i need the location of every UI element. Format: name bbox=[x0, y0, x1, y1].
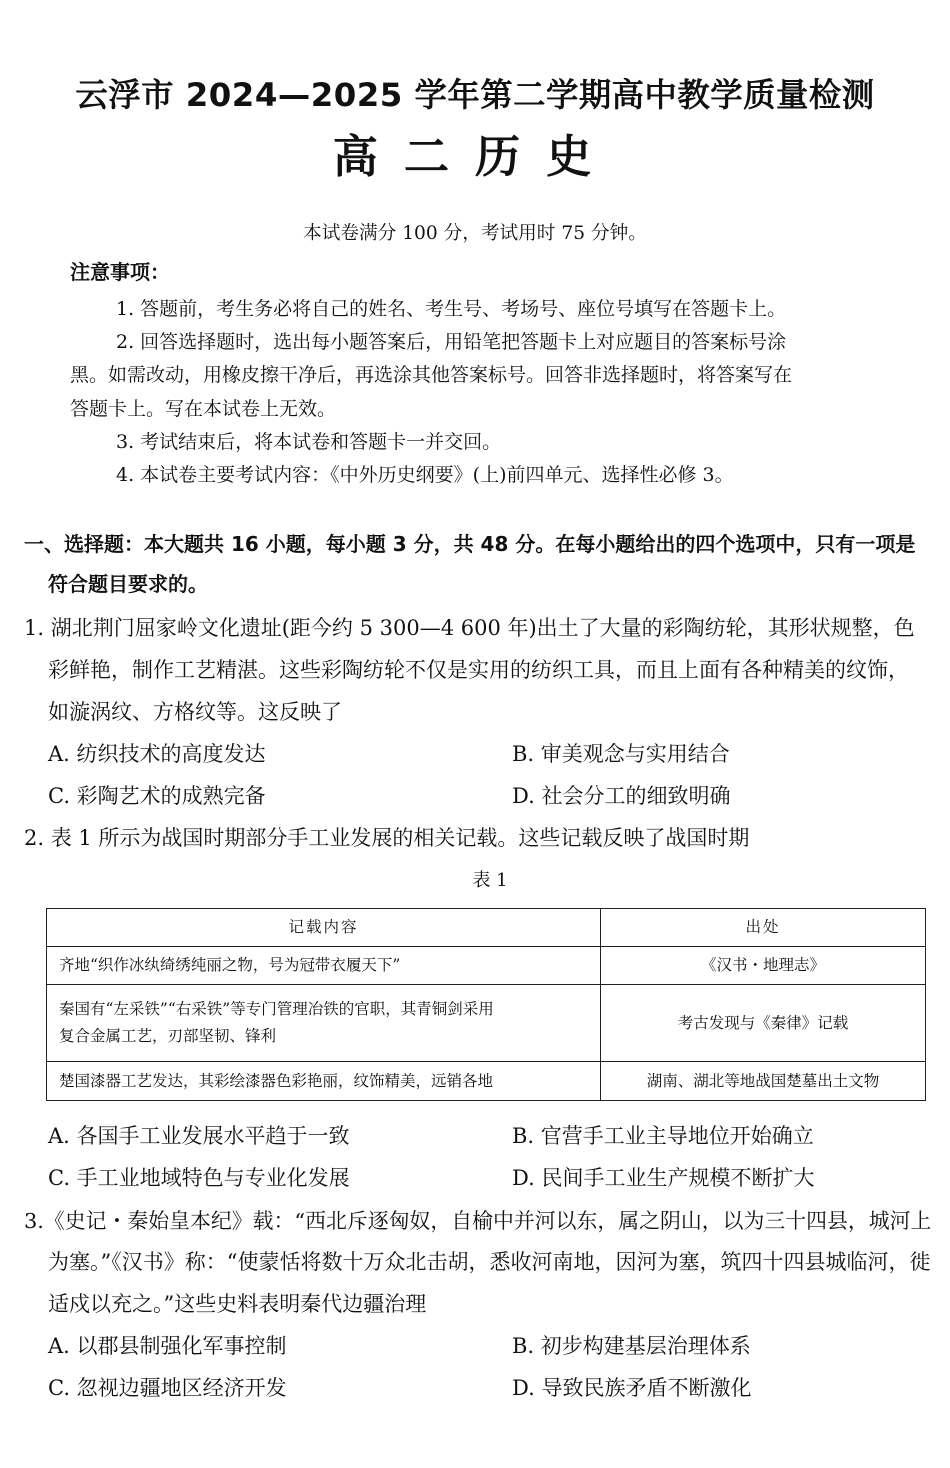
table-header-content: 记载内容 bbox=[47, 909, 601, 947]
table-caption: 表 1 bbox=[472, 870, 508, 891]
question-3-option-c[interactable]: C. 忽视边疆地区经济开发 bbox=[48, 1376, 287, 1400]
question-1-text: 1. 湖北荆门屈家岭文化遗址(距今约 5 300—4 600 年)出土了大量的彩陶纺轮，其形状规整，色 bbox=[24, 616, 915, 640]
table-row bbox=[47, 985, 926, 1062]
question-1-option-d[interactable]: D. 社会分工的细致明确 bbox=[512, 784, 731, 808]
question-3-option-d[interactable]: D. 导致民族矛盾不断激化 bbox=[512, 1376, 752, 1400]
notice-line: 黑。如需改动，用橡皮擦干净后，再选涂其他答案标号。回答非选择题时，将答案写在 bbox=[70, 364, 793, 386]
exam-info: 本试卷满分 100 分，考试用时 75 分钟。 bbox=[303, 223, 647, 244]
notice-line: 3. 考试结束后，将本试卷和答题卡一并交回。 bbox=[116, 431, 502, 453]
table-cell-content: 齐地“织作冰纨绮绣纯丽之物，号为冠带衣履天下” bbox=[47, 947, 601, 985]
section-heading: 一、选择题：本大题共 16 小题，每小题 3 分，共 48 分。在每小题给出的四个选项中，只有一项是 bbox=[24, 532, 916, 556]
section-heading-cont: 符合题目要求的。 bbox=[48, 572, 208, 596]
question-3-text: 3.《史记・秦始皇本纪》载：“西北斥逐匈奴，自榆中并河以东，属之阴山，以为三十四县，城河上 bbox=[24, 1209, 932, 1233]
table-cell-line: 复合金属工艺，刃部坚韧、锋利 bbox=[59, 1027, 277, 1045]
table-cell-content bbox=[47, 985, 601, 1062]
question-1-option-a[interactable]: A. 纺织技术的高度发达 bbox=[48, 742, 266, 766]
question-1-text: 如漩涡纹、方格纹等。这反映了 bbox=[48, 700, 342, 724]
table-1 bbox=[46, 908, 926, 1101]
question-3-text: 适戍以充之。”这些史料表明秦代边疆治理 bbox=[48, 1292, 427, 1316]
question-2-option-c[interactable]: C. 手工业地域特色与专业化发展 bbox=[48, 1166, 350, 1190]
table-cell-source: 湖南、湖北等地战国楚墓出土文物 bbox=[601, 1062, 926, 1101]
question-2-option-d[interactable]: D. 民间手工业生产规模不断扩大 bbox=[512, 1166, 815, 1190]
table-header-source: 出处 bbox=[601, 909, 926, 947]
notice-heading: 注意事项： bbox=[70, 260, 170, 284]
table-header-row bbox=[47, 909, 926, 947]
table-cell-line: 秦国有“左采铁”“右采铁”等专门管理冶铁的官职，其青铜剑采用 bbox=[59, 1000, 494, 1018]
exam-title: 云浮市 2024—2025 学年第二学期高中教学质量检测 bbox=[75, 76, 875, 114]
notice-line: 1. 答题前，考生务必将自己的姓名、考生号、考场号、座位号填写在答题卡上。 bbox=[116, 298, 787, 320]
question-1-text: 彩鲜艳，制作工艺精湛。这些彩陶纺轮不仅是实用的纺织工具，而且上面有各种精美的纹饰， bbox=[48, 658, 909, 682]
table-row bbox=[47, 947, 926, 985]
question-2-text: 2. 表 1 所示为战国时期部分手工业发展的相关记载。这些记载反映了战国时期 bbox=[24, 826, 750, 850]
table-cell-source: 《汉书・地理志》 bbox=[601, 947, 926, 985]
subject-title: 高二历史 bbox=[332, 130, 618, 183]
question-3-option-a[interactable]: A. 以郡县制强化军事控制 bbox=[48, 1334, 287, 1358]
question-1-option-c[interactable]: C. 彩陶艺术的成熟完备 bbox=[48, 784, 266, 808]
question-2-option-b[interactable]: B. 官营手工业主导地位开始确立 bbox=[512, 1124, 814, 1148]
question-1-option-b[interactable]: B. 审美观念与实用结合 bbox=[512, 742, 730, 766]
notice-line: 答题卡上。写在本试卷上无效。 bbox=[70, 398, 337, 420]
notice-line: 4. 本试卷主要考试内容：《中外历史纲要》(上)前四单元、选择性必修 3。 bbox=[116, 464, 734, 486]
table-cell-content: 楚国漆器工艺发达，其彩绘漆器色彩艳丽，纹饰精美，远销各地 bbox=[47, 1062, 601, 1101]
question-3-option-b[interactable]: B. 初步构建基层治理体系 bbox=[512, 1334, 751, 1358]
table-row bbox=[47, 1062, 926, 1101]
question-2-option-a[interactable]: A. 各国手工业发展水平趋于一致 bbox=[48, 1124, 350, 1148]
table-cell-source: 考古发现与《秦律》记载 bbox=[601, 985, 926, 1062]
question-3-text: 为塞。”《汉书》称：“使蒙恬将数十万众北击胡，悉收河南地，因河为塞，筑四十四县城临河，徙 bbox=[48, 1250, 931, 1274]
notice-line: 2. 回答选择题时，选出每小题答案后，用铅笔把答题卡上对应题目的答案标号涂 bbox=[116, 331, 787, 353]
